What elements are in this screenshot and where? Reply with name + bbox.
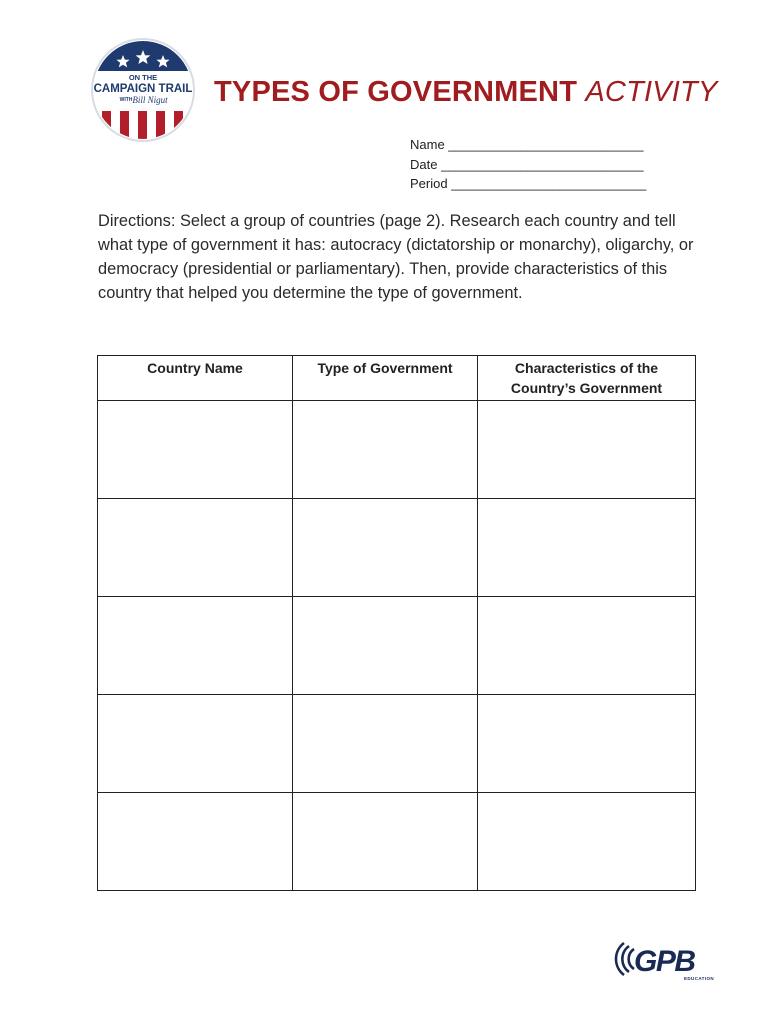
table-cell[interactable] [293, 695, 478, 793]
table-header-row [98, 356, 696, 401]
date-field[interactable]: Date ____________________________ [410, 156, 644, 172]
page-title [214, 76, 718, 109]
table-cell[interactable] [98, 695, 293, 793]
table-cell[interactable] [478, 499, 696, 597]
title-activity: ACTIVITY [585, 76, 718, 108]
title-main: TYPES OF GOVERNMENT [214, 76, 578, 108]
logo-line2: CAMPAIGN TRAIL [93, 83, 193, 95]
gpb-wordmark: GPB [634, 945, 695, 978]
table-cell[interactable] [478, 793, 696, 891]
table-cell[interactable] [293, 793, 478, 891]
table-cell[interactable] [98, 793, 293, 891]
table-cell[interactable] [478, 401, 696, 499]
table-row [98, 597, 696, 695]
period-field[interactable]: Period ___________________________ [410, 176, 647, 191]
government-table [97, 355, 696, 891]
table-cell[interactable] [293, 597, 478, 695]
table-cell[interactable] [98, 597, 293, 695]
table-row [98, 499, 696, 597]
col-header-type-of-government: Type of Government [293, 356, 478, 401]
logo-signature: Bill Nigut [132, 95, 168, 105]
table-cell[interactable] [98, 499, 293, 597]
col-header-characteristics: Characteristics of the Country’s Government [478, 356, 696, 401]
table-cell[interactable] [293, 499, 478, 597]
logo-line3: WITH [119, 97, 133, 103]
table-row [98, 401, 696, 499]
broadcast-arcs-icon [616, 943, 634, 975]
gpb-education-label: EDUCATION [684, 976, 715, 981]
campaign-trail-logo [90, 37, 196, 143]
col-header-country-name: Country Name [98, 356, 293, 401]
name-field[interactable]: Name ___________________________ [410, 137, 644, 152]
gpb-education-logo [612, 939, 716, 983]
student-info-fields [410, 135, 646, 194]
table-row [98, 793, 696, 891]
table-row [98, 695, 696, 793]
table-cell[interactable] [98, 401, 293, 499]
table-cell[interactable] [293, 401, 478, 499]
table-cell[interactable] [478, 695, 696, 793]
logo-line1: ON THE [128, 73, 158, 82]
directions-text: Directions: Select a group of countries (page 2). Research each country and tell what type of government it has: autocracy (dictatorship or monarchy), oligarchy, or democracy (presidential or parliamentary). Then, provide characteristics of this country that helped you determine the type of government. [98, 212, 694, 302]
table-cell[interactable] [478, 597, 696, 695]
